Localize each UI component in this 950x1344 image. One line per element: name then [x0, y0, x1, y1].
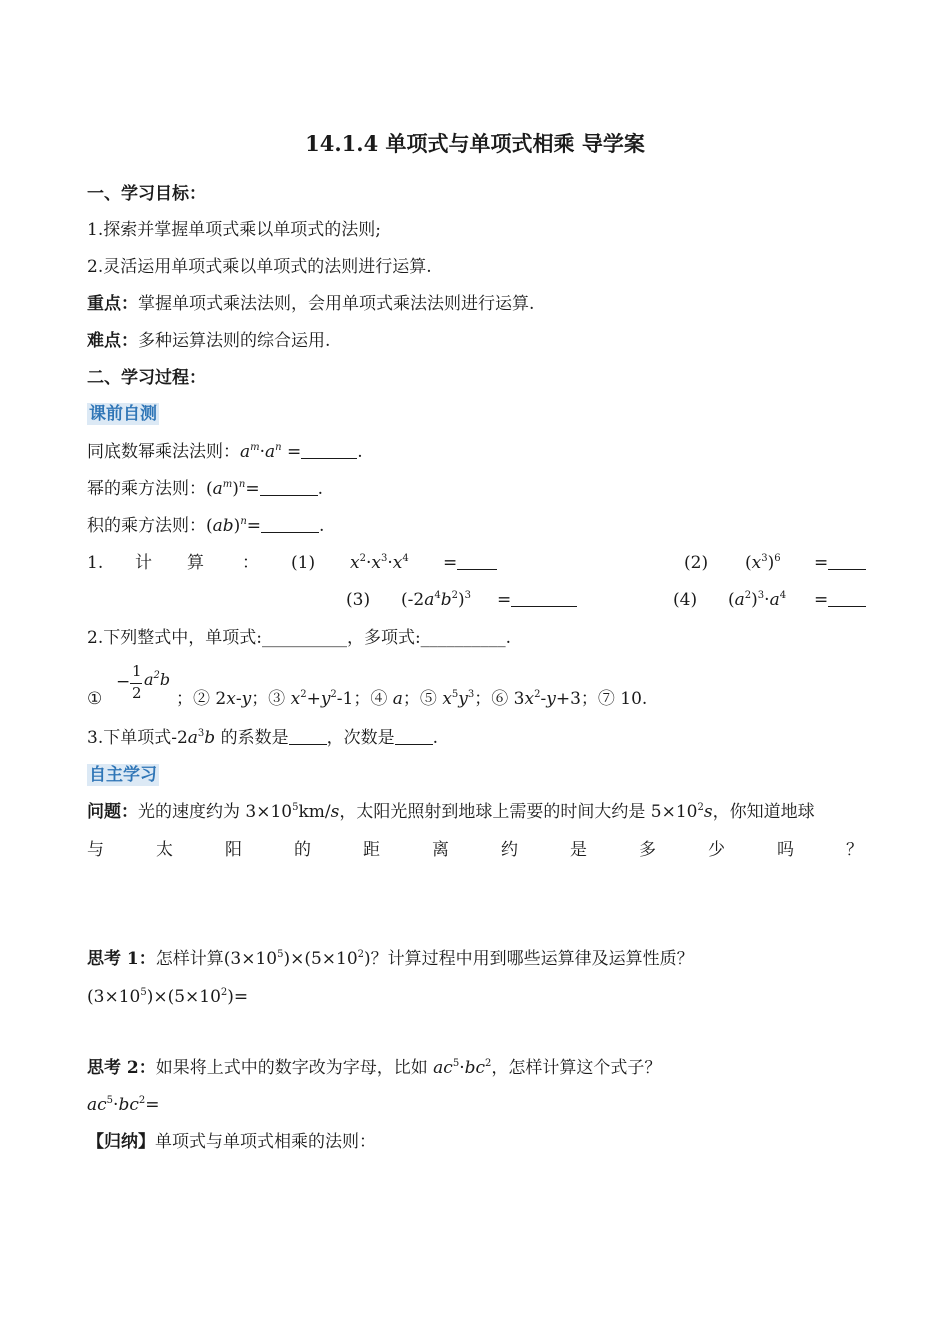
key-text: 掌握单项式乘法法则，会用单项式乘法法则进行运算. — [138, 294, 535, 314]
goal-2: 2.灵活运用单项式乘以单项式的法则进行运算. — [87, 257, 432, 277]
rule-product-label: 积的乘方法则： — [87, 516, 206, 536]
q1-answer-1: = — [443, 552, 497, 574]
pretest-tag: 课前自测 — [89, 404, 157, 424]
think-2-answer: $ac^5\cdot bc^2=$ — [87, 1095, 160, 1115]
q1-item-1: (1) — [291, 553, 316, 573]
q1-expr-1: $x^2\cdot x^3\cdot x^4$ — [350, 553, 409, 573]
section-heading-goals: 一、学习目标： — [87, 184, 206, 204]
self-study-tag-row — [87, 764, 159, 786]
think-1-label: 思考 1： — [87, 949, 156, 969]
summary — [87, 1131, 376, 1153]
q1-label-3: 算 — [187, 553, 204, 573]
q2-text: 2.下列整式中，单项式:__________，多项式:__________. — [87, 628, 512, 648]
q1-label-1: 1. — [87, 553, 104, 573]
problem-line-1: 问题：光的速度约为 $3\times 10^5km/s$，太阳光照射到地球上需要的时间大约是 $5\times 10^2s$，你知道地球 — [87, 802, 815, 822]
problem-line-2: 与 太 阳 的 距 离 约 是 多 少 吗 ？ — [87, 840, 863, 860]
pretest-tag-row — [87, 403, 159, 425]
think-2-label: 思考 2： — [87, 1058, 156, 1078]
difficult-label: 难点： — [87, 331, 138, 351]
think-2: 思考 2：如果将上式中的数字改为字母，比如 $ac^5\cdot bc^2$，怎样计算这个式子？ — [87, 1058, 662, 1078]
fraction-expression: − 1 2 $a^2b$ — [116, 662, 171, 702]
q1-answer-4: = — [814, 589, 866, 611]
section-heading-process: 二、学习过程： — [87, 368, 206, 388]
think-1: 思考 1：怎样计算$(3\times 10^5)\times(5\times 10^2)$？计算过程中用到哪些运算律及运算性质？ — [87, 949, 694, 969]
q1-item-3: (3) — [346, 590, 371, 610]
page-title: 14.1.4 单项式与单项式相乘 导学案 — [305, 131, 645, 156]
q1-answer-2: = — [814, 552, 866, 574]
rule-power-of-product: 积的乘方法则：(ab)$^n$= . — [87, 516, 325, 536]
key-label: 重点： — [87, 294, 138, 314]
q1-expr-3: $(-2a^4b^2)^3$ — [401, 590, 471, 610]
q1-label-4: ： — [242, 553, 259, 573]
q2-item-1-marker: ① — [87, 689, 103, 709]
q1-item-2: (2) — [684, 553, 709, 573]
rule-power-of-power: 幂的乘方法则：$(a^m)^n=$ . — [87, 479, 324, 499]
q1-label-2: 计 — [135, 553, 152, 573]
rule-same-base-label: 同底数幂乘法法则： — [87, 442, 240, 462]
think-1-answer: $(3\times 10^5)\times(5\times 10^2)=$ — [87, 987, 249, 1007]
self-study-tag: 自主学习 — [89, 765, 157, 785]
summary-text: 单项式与单项式相乘的法则： — [155, 1132, 376, 1152]
key-point — [87, 293, 534, 315]
q3-text: 3.下单项式$-2a^3b$ 的系数是 ，次数是 . — [87, 728, 438, 748]
rule-power-label: 幂的乘方法则： — [87, 479, 206, 499]
q2-items: ；② 2x-y；③ $x^2+y^2-1$；④ a；⑤ $x^5y^3$；⑥ $3x^2-y+3$；⑦ 10. — [176, 689, 648, 709]
difficult-point — [87, 330, 330, 352]
difficult-text: 多种运算法则的综合运用. — [138, 331, 331, 351]
q1-answer-3: = — [497, 589, 577, 611]
problem-label: 问题： — [87, 802, 138, 822]
goal-1: 1.探索并掌握单项式乘以单项式的法则; — [87, 220, 381, 240]
q1-item-4: (4) — [673, 590, 698, 610]
q1-expr-4: $(a^2)^3\cdot a^4$ — [728, 590, 787, 610]
rule-same-base: 同底数幂乘法法则：$a^m\cdot a^n$ = . — [87, 442, 363, 462]
q1-expr-2: $(x^3)^6$ — [745, 553, 781, 573]
summary-label: 【归纳】 — [87, 1132, 155, 1152]
